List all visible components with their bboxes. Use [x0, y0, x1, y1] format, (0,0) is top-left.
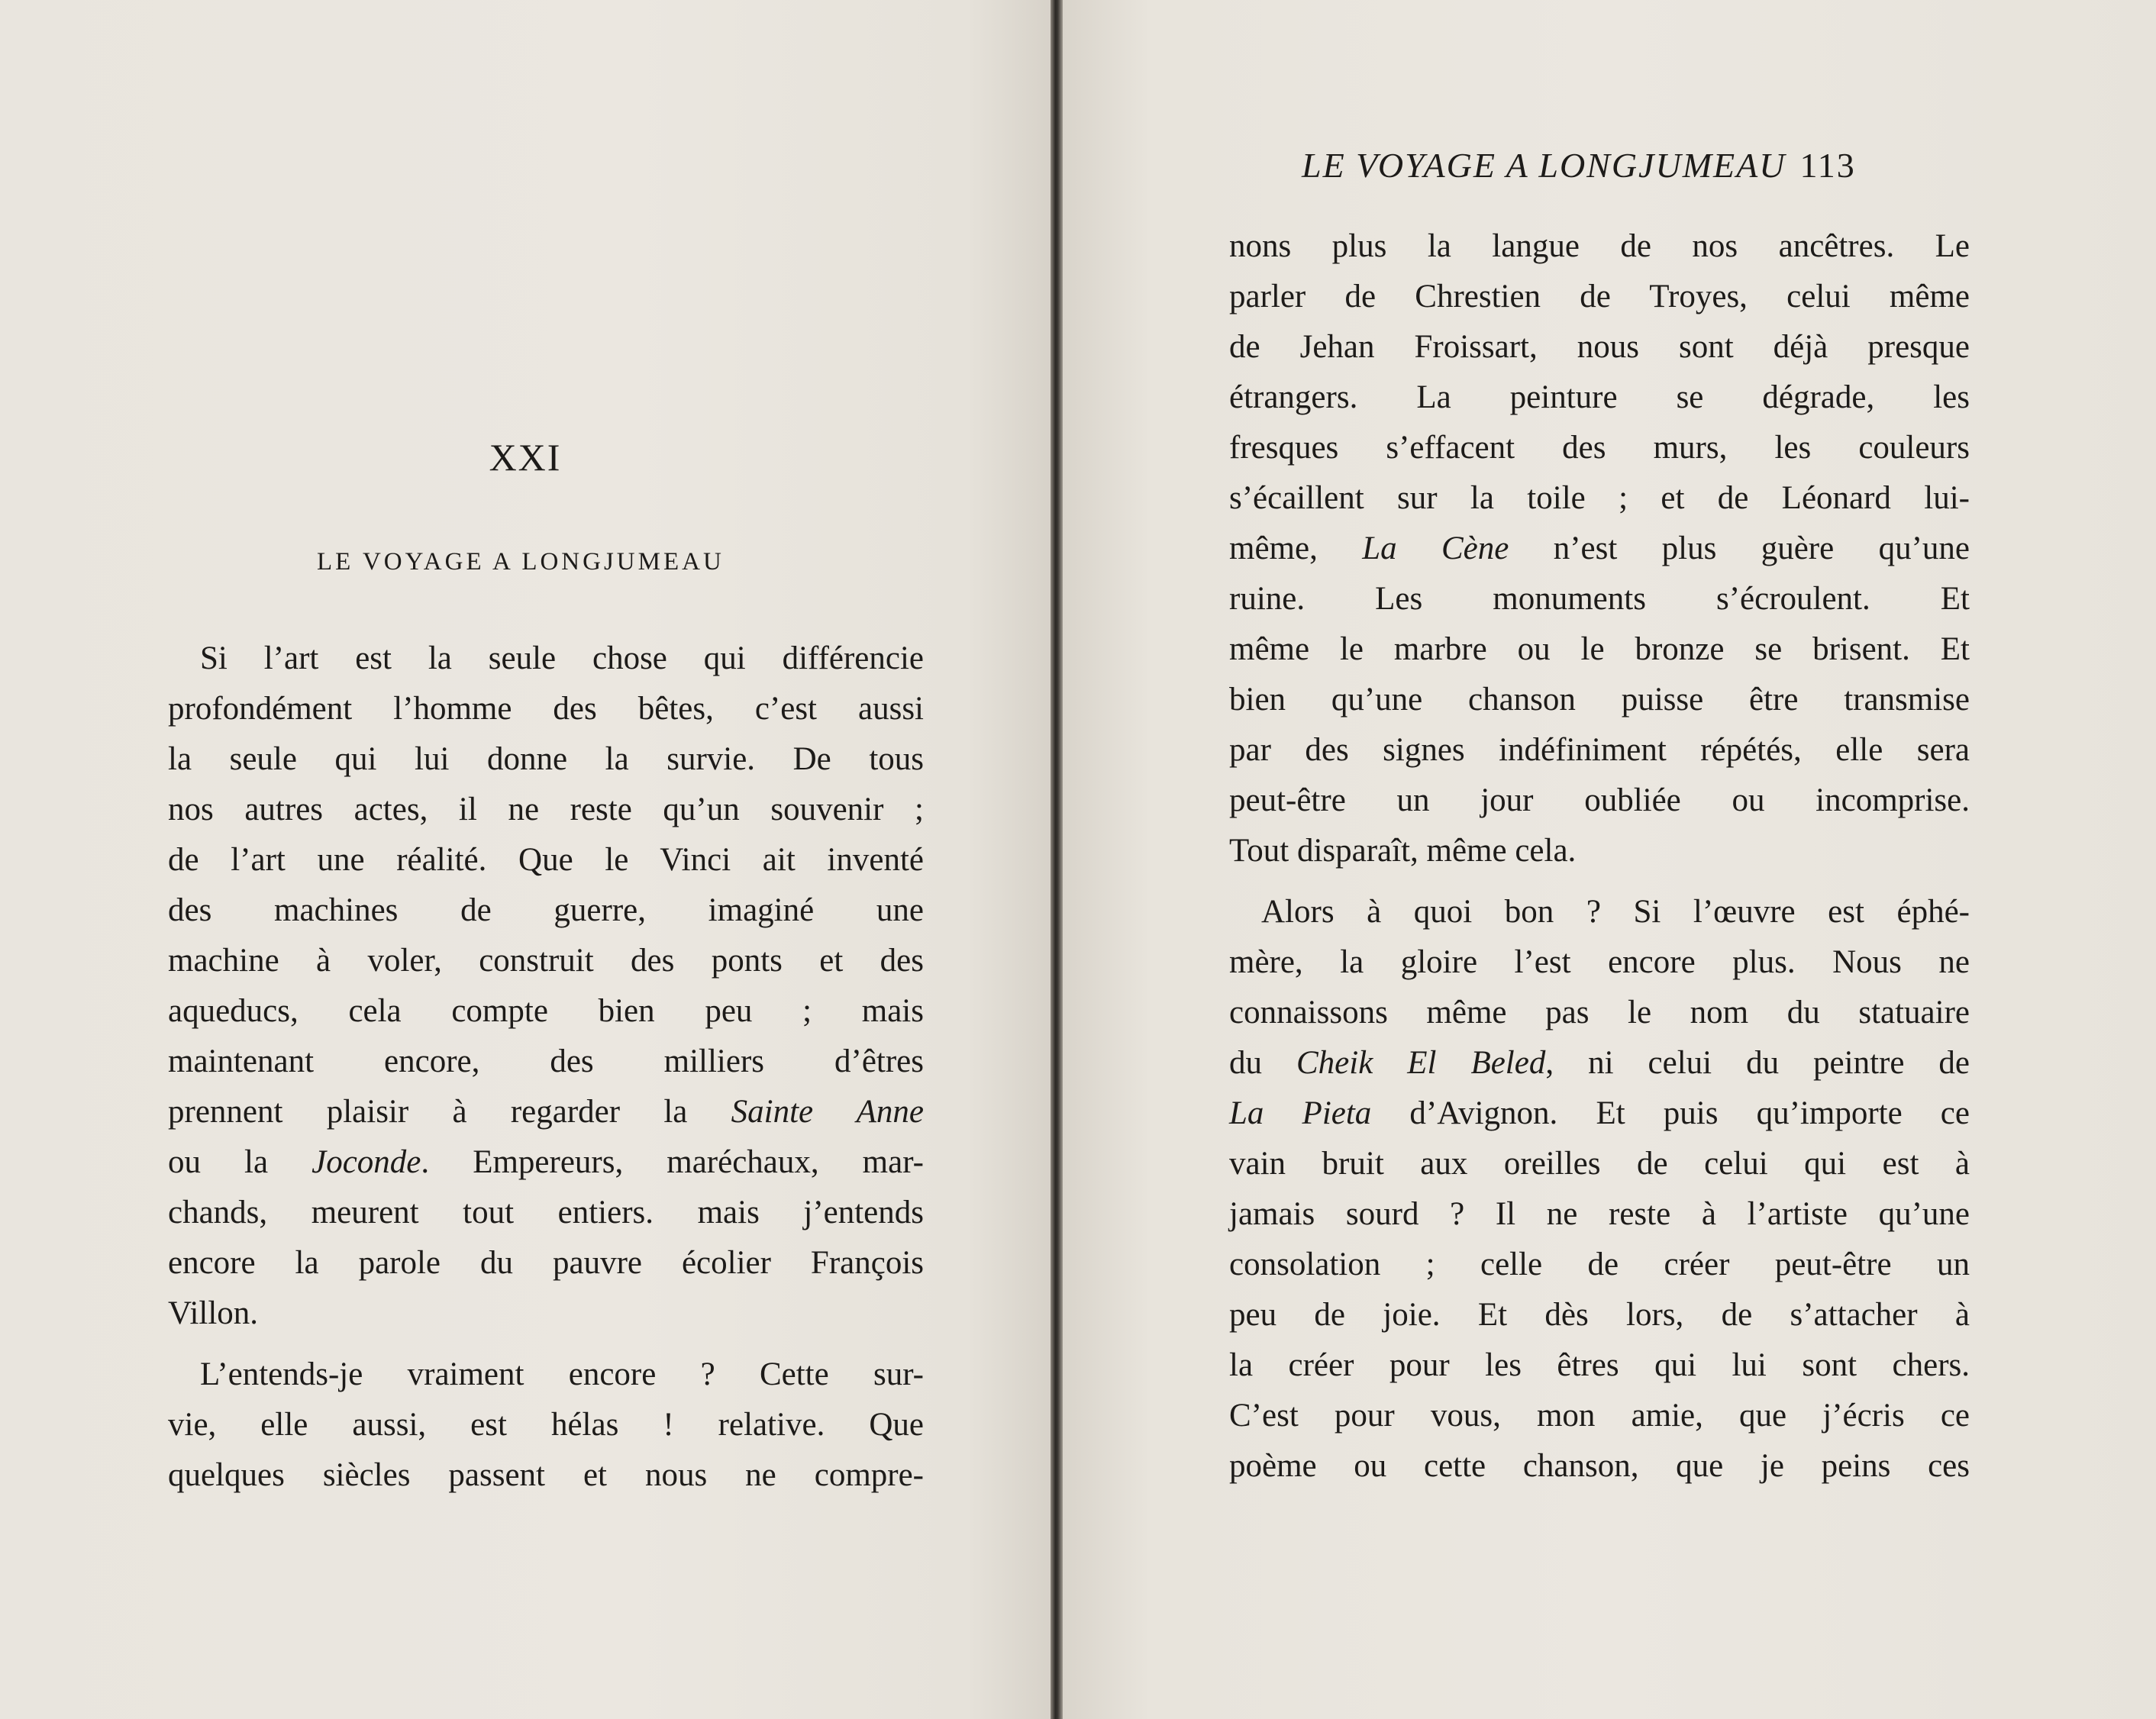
text-line: poème ou cette chanson, que je peins ces — [1229, 1448, 1970, 1484]
text-line: fresques s’effacent des murs, les couleurs — [1229, 430, 1970, 466]
running-head — [1302, 145, 1974, 185]
text-line: parler de Chrestien de Troyes, celui même — [1229, 279, 1970, 314]
text-line: Tout disparaît, même cela. — [1229, 833, 1577, 869]
text-line: maintenant encore, des milliers d’êtres — [168, 1043, 924, 1079]
text-line: même le marbre ou le bronze se brisent. Et — [1229, 631, 1970, 667]
text-line: jamais sourd ? Il ne reste à l’artiste qu’une — [1229, 1196, 1970, 1232]
text-line: la créer pour les êtres qui lui sont chers. — [1229, 1347, 1970, 1383]
text-line: nons plus la langue de nos ancêtres. Le — [1229, 228, 1970, 264]
page-number: 113 — [1799, 146, 1856, 185]
right-body-text — [1229, 221, 1970, 1492]
text-line: étrangers. La peinture se dégrade, les — [1229, 379, 1970, 415]
text-line: la seule qui lui donne la survie. De tous — [168, 741, 924, 777]
text-line: machine à voler, construit des ponts et des — [168, 943, 924, 979]
text-line: du Cheik El Beled, ni celui du peintre de — [1229, 1045, 1970, 1081]
text-line: de Jehan Froissart, nous sont déjà presque — [1229, 329, 1970, 365]
text-line: bien qu’une chanson puisse être transmise — [1229, 682, 1970, 718]
text-line: connaissons même pas le nom du statuaire — [1229, 995, 1970, 1030]
text-line: Alors à quoi bon ? Si l’œuvre est éphé- — [1261, 894, 1970, 930]
left-body-text — [168, 634, 924, 1501]
text-line: aqueducs, cela compte bien peu ; mais — [168, 993, 924, 1029]
paragraph-gap — [1229, 876, 1970, 887]
text-line: L’entends-je vraiment encore ? Cette sur- — [200, 1356, 924, 1392]
text-line: chands, meurent tout entiers. mais j’entends — [168, 1195, 924, 1230]
text-line: peut-être un jour oubliée ou incomprise. — [1229, 782, 1970, 818]
text-line: quelques siècles passent et nous ne compre- — [168, 1457, 924, 1493]
text-line: profondément l’homme des bêtes, c’est aussi — [168, 691, 924, 727]
text-line: Si l’art est la seule chose qui différencie — [200, 640, 924, 676]
text-line: ou la Joconde. Empereurs, maréchaux, mar- — [168, 1144, 924, 1180]
text-line: mère, la gloire l’est encore plus. Nous ne — [1229, 944, 1970, 980]
running-head-title: LE VOYAGE A LONGJUMEAU — [1302, 146, 1786, 185]
chapter-title: LE VOYAGE A LONGJUMEAU — [317, 548, 725, 576]
text-line: par des signes indéfiniment répétés, elle sera — [1229, 732, 1970, 768]
text-line: peu de joie. Et dès lors, de s’attacher à — [1229, 1297, 1970, 1333]
text-line: des machines de guerre, imaginé une — [168, 892, 924, 928]
text-line: vain bruit aux oreilles de celui qui est à — [1229, 1146, 1970, 1182]
text-line: consolation ; celle de créer peut-être un — [1229, 1247, 1970, 1282]
chapter-number: XXI — [489, 436, 562, 479]
text-line: de l’art une réalité. Que le Vinci ait inventé — [168, 842, 924, 878]
text-line: encore la parole du pauvre écolier François — [168, 1245, 924, 1281]
text-line: C’est pour vous, mon amie, que j’écris ce — [1229, 1398, 1970, 1434]
text-line: Villon. — [168, 1295, 259, 1331]
text-line: ruine. Les monuments s’écroulent. Et — [1229, 581, 1970, 617]
text-line: vie, elle aussi, est hélas ! relative. Que — [168, 1407, 924, 1443]
book-gutter — [1051, 0, 1063, 1719]
text-line: prennent plaisir à regarder la Sainte Anne — [168, 1094, 924, 1130]
text-line: La Pieta d’Avignon. Et puis qu’importe ce — [1229, 1095, 1970, 1131]
text-line: s’écaillent sur la toile ; et de Léonard lui- — [1229, 480, 1970, 516]
paragraph-gap — [168, 1339, 924, 1350]
left-page — [0, 0, 1051, 1719]
text-line: même, La Cène n’est plus guère qu’une — [1229, 531, 1970, 566]
text-line: nos autres actes, il ne reste qu’un souvenir ; — [168, 792, 924, 827]
